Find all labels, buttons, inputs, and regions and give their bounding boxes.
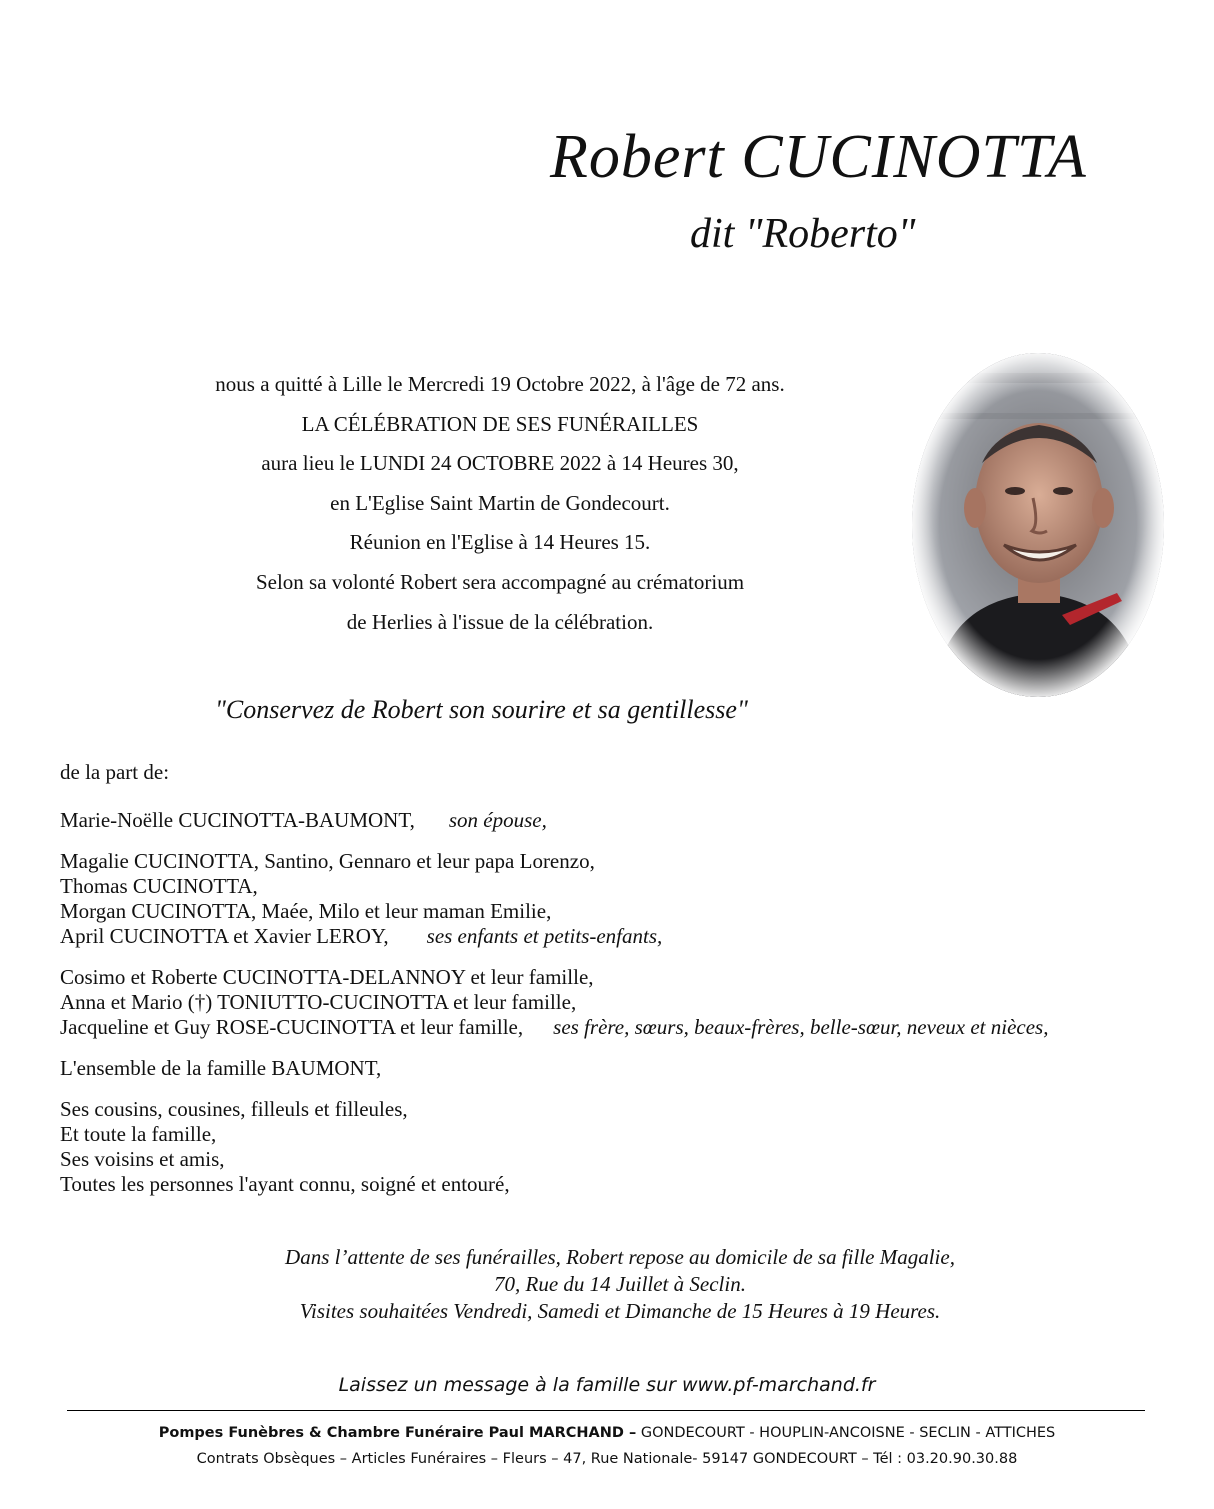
visit-line: 70, Rue du 14 Juillet à Seclin. <box>494 1272 746 1296</box>
family-line: L'ensemble de la famille BAUMONT, <box>60 1056 382 1080</box>
funeral-announcement <box>150 365 850 642</box>
others-group <box>60 1097 1180 1197</box>
family-line: Thomas CUCINOTTA, <box>60 874 258 898</box>
spouse-name: Marie-Noëlle CUCINOTTA-BAUMONT, <box>60 808 415 832</box>
company-locations: GONDECOURT - HOUPLIN-ANCOISNE - SECLIN - ATTICHES <box>636 1425 1056 1441</box>
spouse-role: son épouse, <box>448 808 547 832</box>
children-role: ses enfants et petits-enfants, <box>426 924 663 948</box>
visit-line: Visites souhaitées Vendredi, Samedi et Dimanche de 15 Heures à 19 Heures. <box>299 1299 941 1323</box>
footer-company-line <box>0 1420 1214 1446</box>
family-line: Toutes les personnes l'ayant connu, soigné et entouré, <box>60 1172 510 1196</box>
spouse-line <box>60 808 1180 833</box>
family-line: Anna et Mario (†) TONIUTTO-CUCINOTTA et leur famille, <box>60 990 577 1014</box>
children-group <box>60 849 1180 949</box>
portrait-photo <box>912 353 1164 697</box>
family-line: Ses cousins, cousines, filleuls et filleules, <box>60 1097 408 1121</box>
family-line <box>60 1015 1180 1040</box>
siblings-group <box>60 965 1180 1040</box>
baumont-group <box>60 1056 1180 1081</box>
announcement-line: nous a quitté à Lille le Mercredi 19 Octobre 2022, à l'âge de 72 ans. <box>215 372 785 396</box>
family-line: Cosimo et Roberte CUCINOTTA-DELANNOY et leur famille, <box>60 965 594 989</box>
memorial-quote: "Conservez de Robert son sourire et sa gentillesse" <box>215 695 748 724</box>
announcement-line: de Herlies à l'issue de la célébration. <box>346 609 654 634</box>
portrait-illustration <box>912 353 1164 697</box>
company-name: Pompes Funèbres & Chambre Funéraire Paul MARCHAND – <box>158 1425 637 1441</box>
footer-divider <box>67 1410 1145 1411</box>
announcement-line: aura lieu le LUNDI 24 OCTOBRE 2022 à 14 Heures 30, <box>261 451 739 476</box>
footer-services-line: Contrats Obsèques – Articles Funéraires – Fleurs – 47, Rue Nationale- 59147 GONDECOURT – Tél : 03.20.90.30.88 <box>196 1451 1018 1467</box>
visitation-info <box>150 1244 1090 1325</box>
family-name: Jacqueline et Guy ROSE-CUCINOTTA et leur famille, <box>60 1015 524 1039</box>
deceased-name: Robert CUCINOTTA <box>550 123 1087 191</box>
visit-line: Dans l’attente de ses funérailles, Robert repose au domicile de sa fille Magalie, <box>285 1245 955 1269</box>
family-name: April CUCINOTTA et Xavier LEROY, <box>60 924 389 948</box>
family-line: Et toute la famille, <box>60 1122 217 1146</box>
message-link-text: Laissez un message à la famille sur www.pf-marchand.fr <box>338 1374 876 1396</box>
from-label: de la part de: <box>60 760 170 784</box>
spouse-group <box>60 808 1180 833</box>
announcement-line: LA CÉLÉBRATION DE SES FUNÉRAILLES <box>301 411 699 436</box>
family-line <box>60 924 1180 949</box>
deceased-nickname: dit "Roberto" <box>690 211 916 257</box>
siblings-role: ses frère, sœurs, beaux-frères, belle-sœur, neveux et nièces, <box>553 1015 1049 1039</box>
family-line: Ses voisins et amis, <box>60 1147 225 1171</box>
family-line: Morgan CUCINOTTA, Maée, Milo et leur maman Emilie, <box>60 899 552 923</box>
family-line: Magalie CUCINOTTA, Santino, Gennaro et leur papa Lorenzo, <box>60 849 595 873</box>
announcement-line: Selon sa volonté Robert sera accompagné au crématorium <box>255 569 745 594</box>
family-list <box>60 808 1180 1213</box>
announcement-line: en L'Eglise Saint Martin de Gondecourt. <box>330 490 670 515</box>
announcement-line: Réunion en l'Eglise à 14 Heures 15. <box>349 530 651 555</box>
footer <box>0 1420 1214 1472</box>
